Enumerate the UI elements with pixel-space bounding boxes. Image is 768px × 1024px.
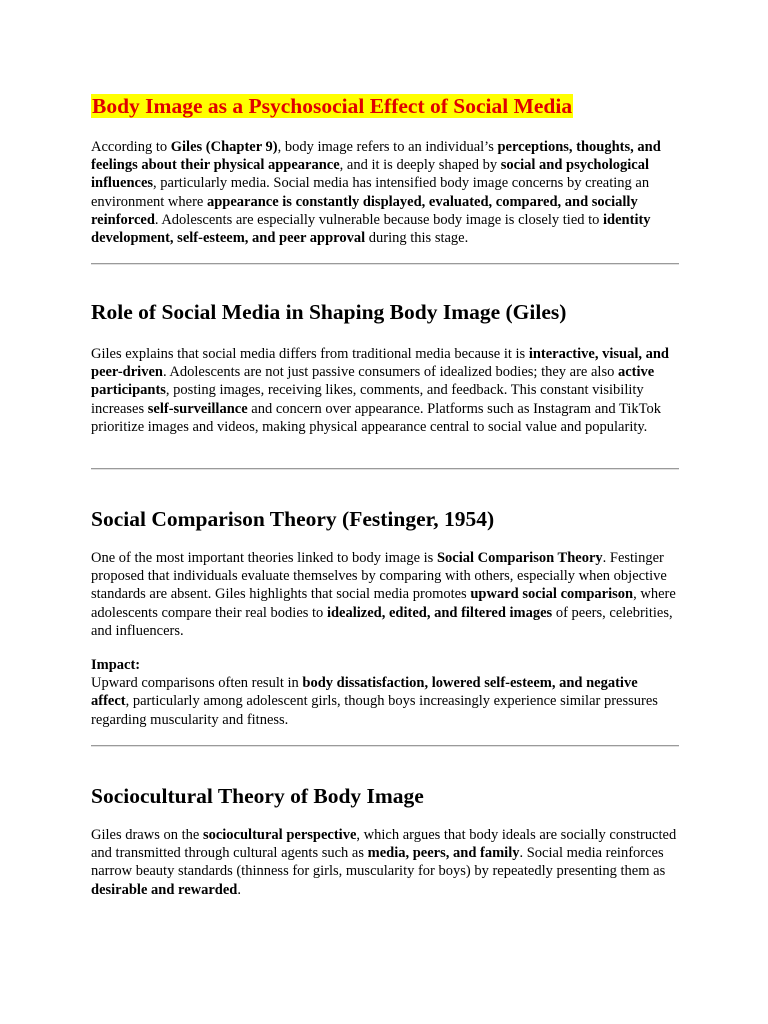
intro-bold-3: social and psychological influences <box>91 157 649 192</box>
s2-text-1: One of the most important theories linked to body image is <box>91 550 437 566</box>
s1-text-2: . Adolescents are not just passive consumers of idealized bodies; they are also <box>162 364 618 381</box>
s1-text-3: , posting images, receiving likes, comments, and feedback. This constant visibility increases <box>91 382 644 417</box>
page-title <box>91 92 573 120</box>
s3-bold-3: desirable and rewarded <box>91 881 238 898</box>
s1-text-4: and concern over appearance. Platforms such as Instagram and TikTok prioritize images and videos, making physical appearance central to social value and popularity. <box>91 400 661 435</box>
impact-bold-1: body dissatisfaction, lowered self-esteem, and negative affect <box>91 675 638 710</box>
s3-bold-2: media, peers, and family <box>367 845 520 862</box>
section-heading-social-media-role: Role of Social Media in Shaping Body Image (Giles) <box>91 300 567 324</box>
intro-bold-5: identity development, self-esteem, and peer approval <box>91 211 651 247</box>
s3-text-1: Giles draws on the <box>91 827 203 843</box>
intro-paragraph <box>91 138 679 247</box>
social-comparison-paragraph <box>91 549 679 640</box>
s3-text-3: . Social media reinforces narrow beauty standards (thinness for girls, muscularity for boys) by repeatedly presenting them as <box>91 845 666 880</box>
sociocultural-paragraph <box>91 826 679 899</box>
s2-text-2: . Festinger proposed that individuals evaluate themselves by comparing with others, especially when objective standards are absent. Giles highlights that social media promotes <box>91 550 667 603</box>
section-divider-2 <box>91 468 679 470</box>
s1-bold-2: active participants <box>91 364 655 399</box>
section-heading-sociocultural: Sociocultural Theory of Body Image <box>91 784 424 808</box>
impact-label: Impact: <box>91 657 141 673</box>
s2-text-4: of peers, celebrities, and influencers. <box>91 604 673 639</box>
social-media-role-paragraph <box>91 345 679 436</box>
s1-bold-3: self-surveillance <box>147 400 248 417</box>
intro-text-1: According to <box>91 139 171 155</box>
impact-text-2: , particularly among adolescent girls, though boys increasingly experience similar pressures regarding muscularity and fitness. <box>91 693 658 728</box>
impact-text-1: Upward comparisons often result in <box>91 675 303 692</box>
section-heading-social-comparison: Social Comparison Theory (Festinger, 1954) <box>91 507 495 531</box>
intro-text-5: . Adolescents are especially vulnerable because body image is closely tied to <box>154 211 604 228</box>
s2-bold-3: idealized, edited, and filtered images <box>326 604 553 621</box>
s1-bold-1: interactive, visual, and peer-driven <box>91 346 669 381</box>
s3-text-4: . <box>237 881 241 898</box>
intro-bold-1: Giles (Chapter 9) <box>170 139 278 155</box>
s2-bold-1: Social Comparison Theory <box>436 550 603 566</box>
intro-text-6: during this stage. <box>365 230 469 247</box>
intro-text-4: , particularly media. Social media has intensified body image concerns by creating an environment where <box>91 175 650 210</box>
section-divider-1 <box>91 263 679 265</box>
intro-bold-2: perceptions, thoughts, and feelings about their physical appearance <box>91 139 661 174</box>
page-title-highlight: Body Image as a Psychosocial Effect of Social Media <box>92 94 573 118</box>
s2-bold-2: upward social comparison <box>470 586 634 603</box>
s3-text-2: , which argues that body ideals are socially constructed and transmitted through cultural agents such as <box>91 827 677 862</box>
intro-bold-4: appearance is constantly displayed, evaluated, compared, and socially reinforced <box>91 193 638 228</box>
section-divider-3 <box>91 745 679 747</box>
impact-paragraph <box>91 656 679 729</box>
s1-text-1: Giles explains that social media differs from traditional media because it is <box>91 346 529 362</box>
intro-text-3: , and it is deeply shaped by <box>339 157 501 174</box>
intro-text-2: , body image refers to an individual’s <box>277 139 498 155</box>
s3-bold-1: sociocultural perspective <box>202 827 357 843</box>
s2-text-3: , where adolescents compare their real bodies to <box>91 586 676 621</box>
